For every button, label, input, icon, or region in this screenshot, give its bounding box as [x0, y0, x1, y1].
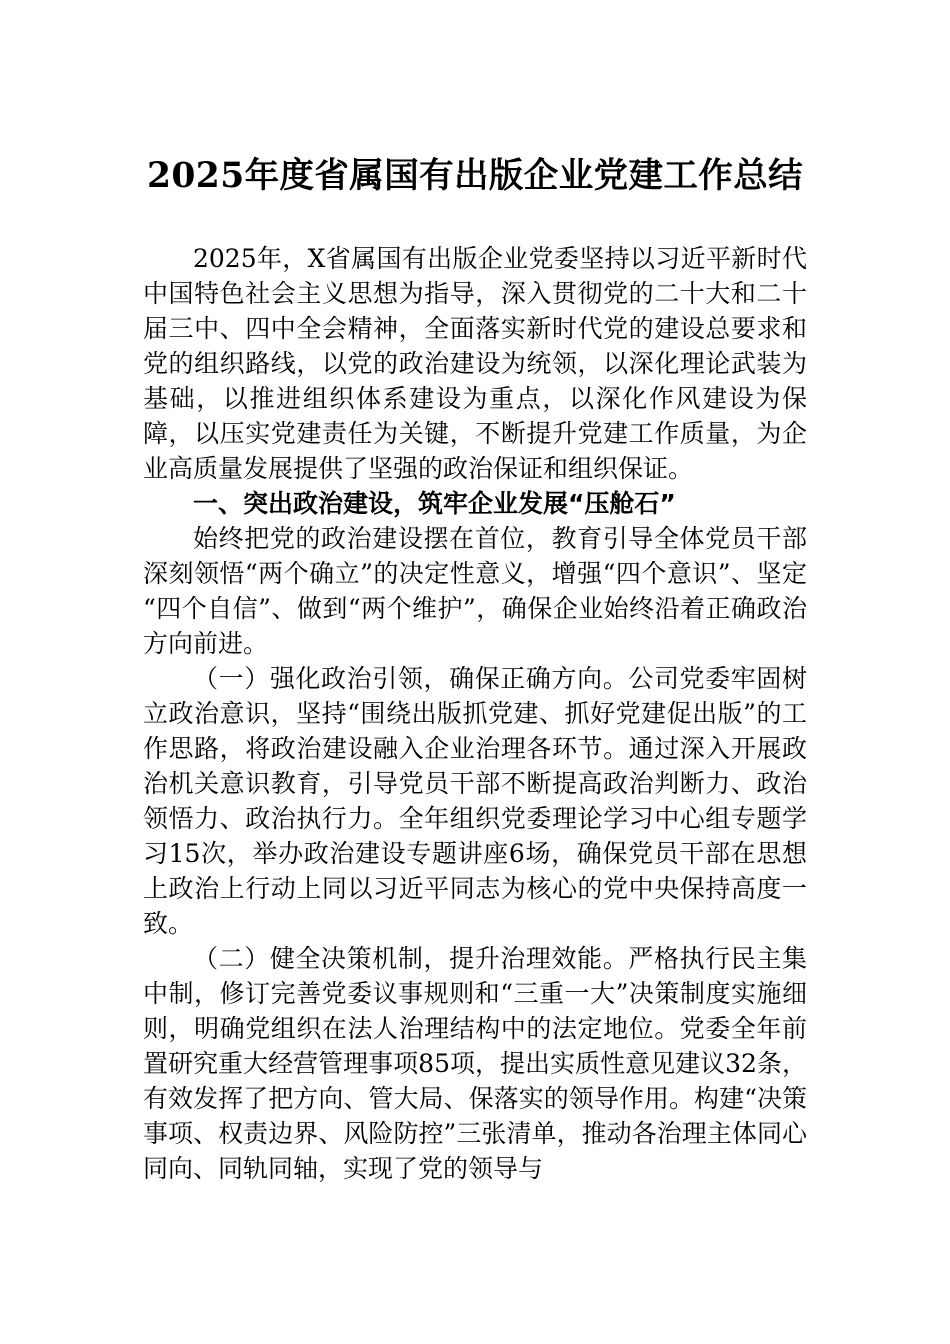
section-heading-1: 一、突出政治建设，筑牢企业发展“压舱石” [193, 489, 676, 518]
section-1-intro-paragraph: 始终把党的政治建设摆在首位，教育引导全体党员干部深刻领悟“两个确立”的决定性意义，增强“四个意识”、坚定“四个自信”、做到“两个维护”，确保企业始终沿着正确政治方向前进。 [143, 524, 807, 658]
subsection-2-paragraph: （二）健全决策机制，提升治理效能。严格执行民主集中制，修订完善党委议事规则和“三重一大”决策制度实施细则，明确党组织在法人治理结构中的法定地位。党委全年前置研究重大经营管理事项85项，提出实质性意见建议32条，有效发挥了把方向、管大局、保落实的领导作用。构建“决策事项、权责边界、风险防控”三张清单，推动各治理主体同心同向、同轨同轴，实现了党的领导与 [143, 944, 807, 1183]
opening-paragraph: 2025年，X省属国有出版企业党委坚持以习近平新时代中国特色社会主义思想为指导，深入贯彻党的二十大和二十届三中、四中全会精神，全面落实新时代党的建设总要求和党的组织路线，以党的政治建设为统领，以深化理论武装为基础，以推进组织体系建设为重点，以深化作风建设为保障，以压实党建责任为关键，不断提升党建工作质量，为企业高质量发展提供了坚强的政治保证和组织保证。 [143, 244, 807, 483]
text-column [143, 0, 807, 1186]
document-title: 2025年度省属国有出版企业党建工作总结 [146, 156, 804, 196]
subsection-1-paragraph: （一）强化政治引领，确保正确方向。公司党委牢固树立政治意识，坚持“围绕出版抓党建、抓好党建促出版”的工作思路，将政治建设融入企业治理各环节。通过深入开展政治机关意识教育，引导党员干部不断提高政治判断力、政治领悟力、政治执行力。全年组织党委理论学习中心组专题学习15次，举办政治建设专题讲座6场，确保党员干部在思想上政治上行动上同以习近平同志为核心的党中央保持高度一致。 [143, 664, 807, 938]
